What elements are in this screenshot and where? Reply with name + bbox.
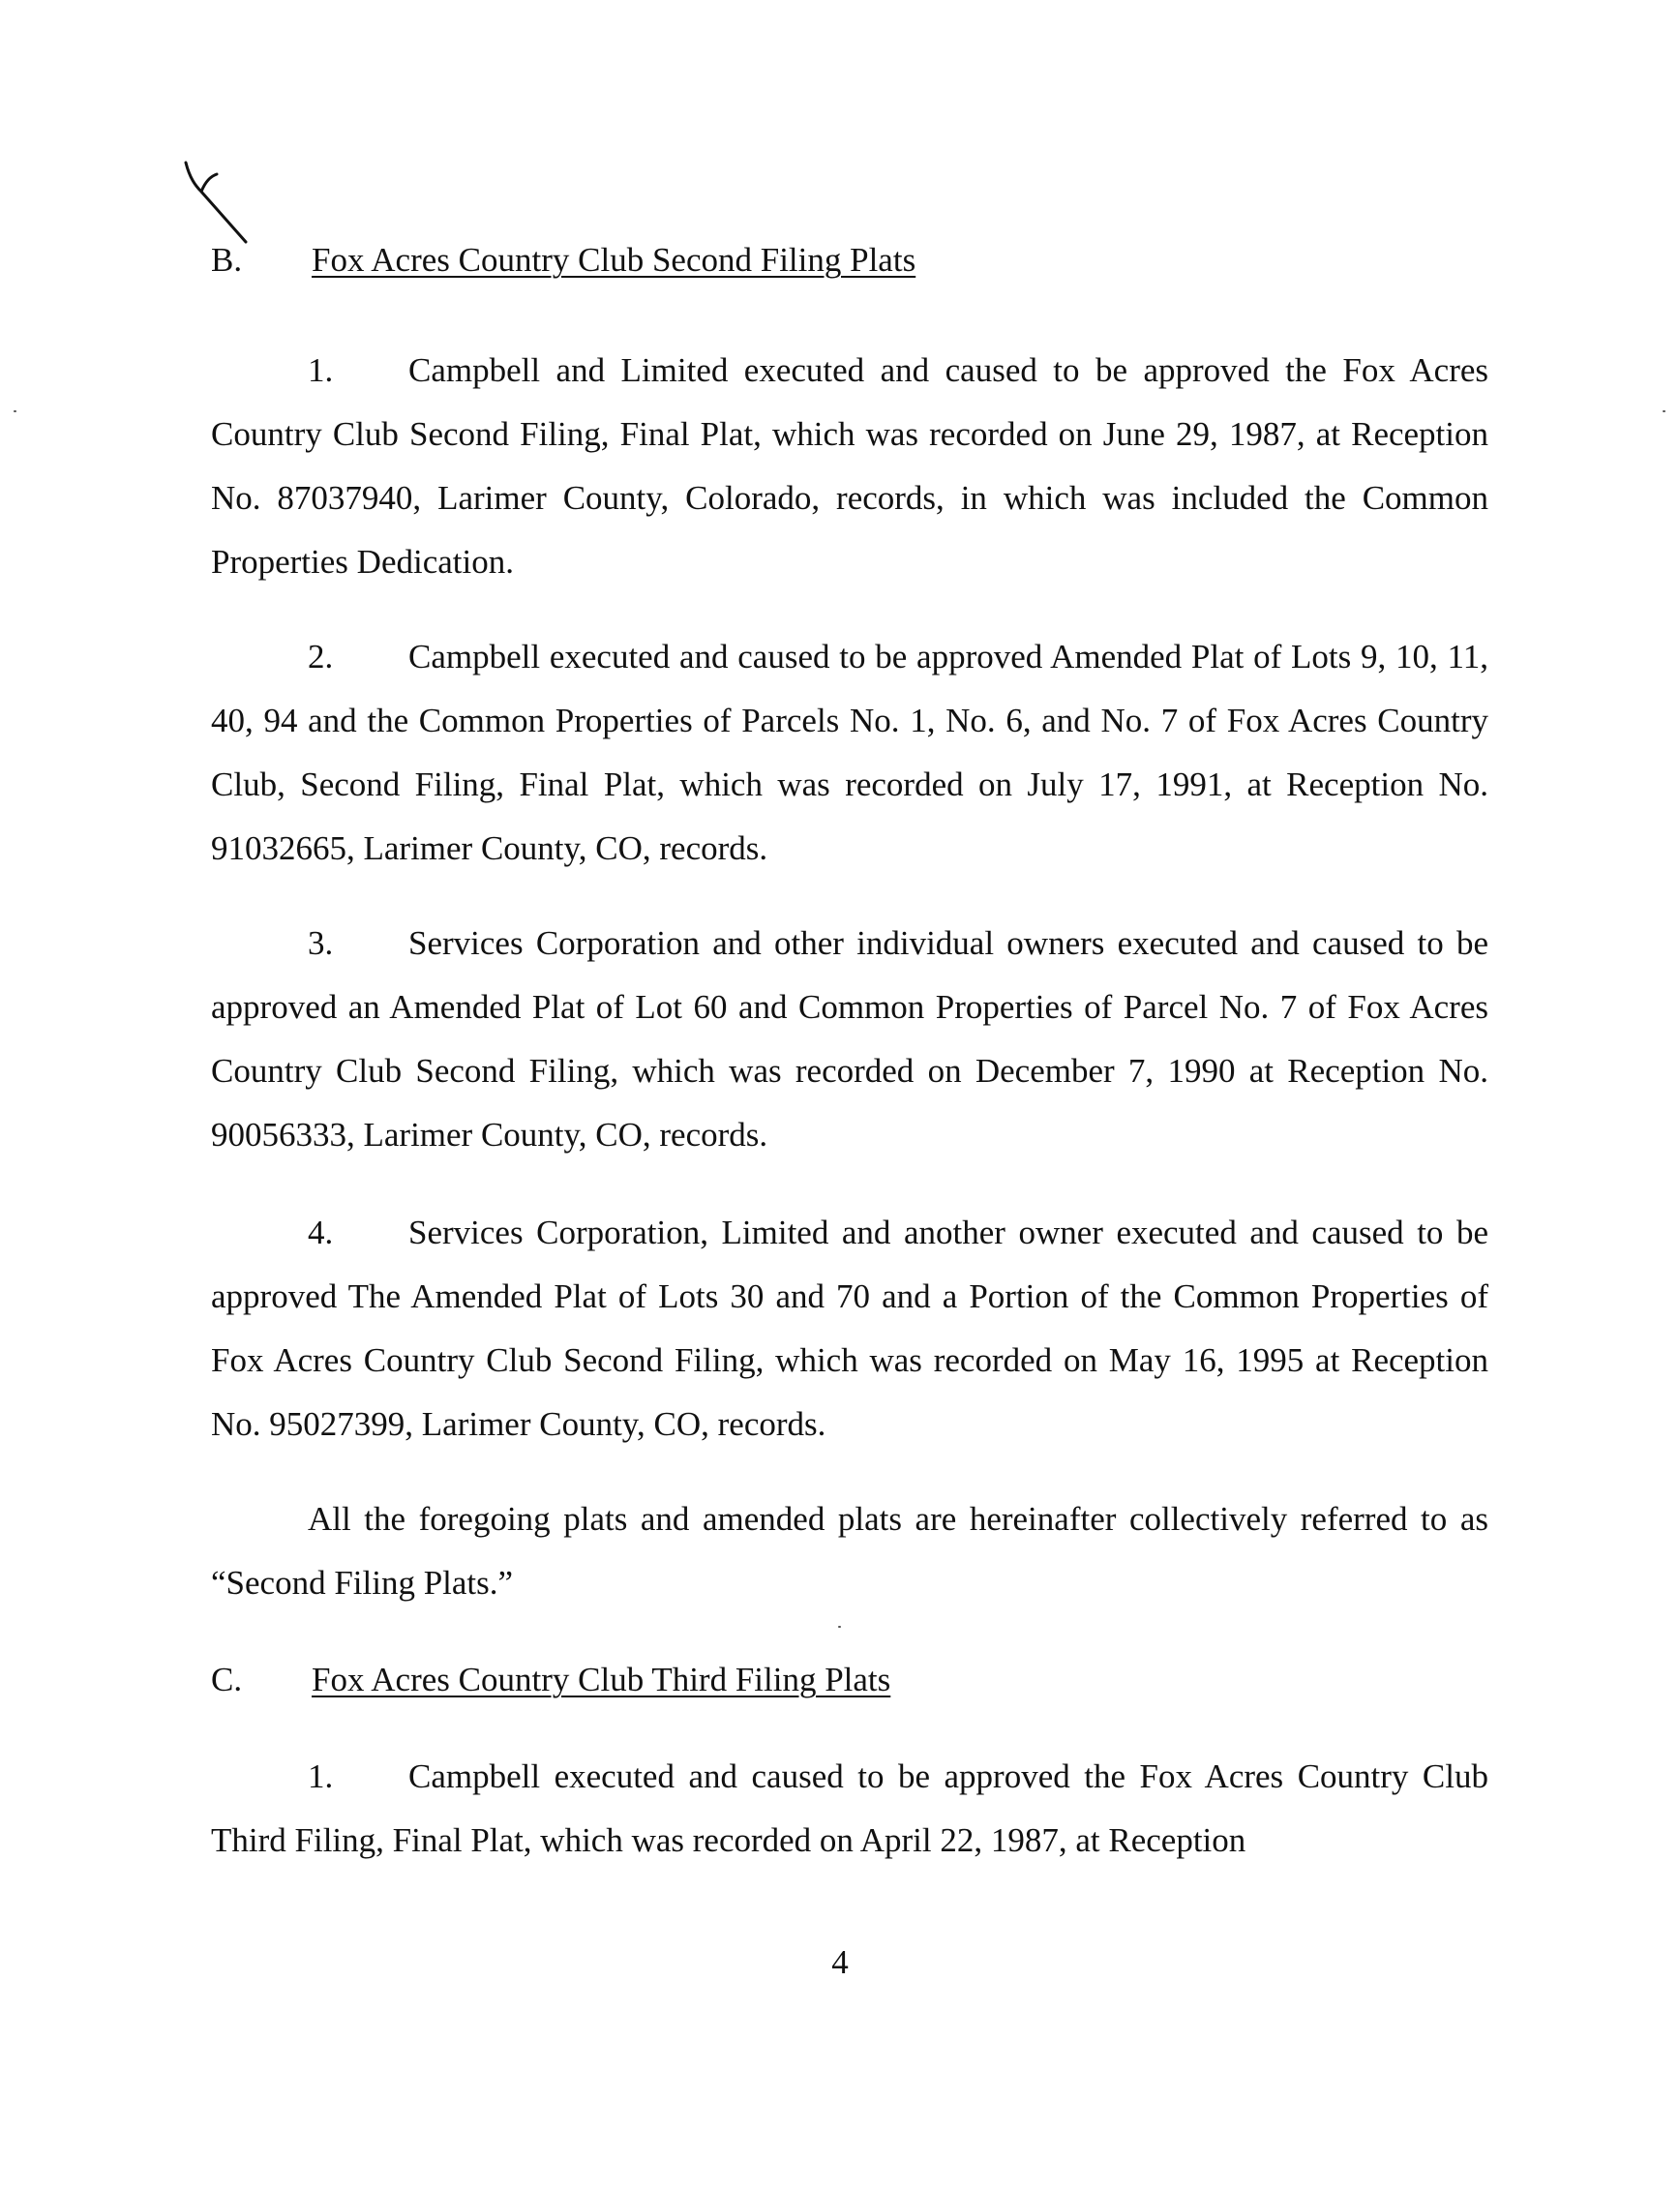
scan-speck xyxy=(838,1626,841,1628)
item-text: Campbell and Limited executed and caused to be approved the Fox Acres Country Club Second Filing, Final Plat, which was recorded on June 29, 1987, at Reception No. 87037940, Larimer County, Colorado, records, in which was included the Common Properties Dedication. xyxy=(211,351,1488,581)
section-b-item-3 xyxy=(211,912,1488,1167)
section-b-item-1 xyxy=(211,339,1488,594)
item-number: 4. xyxy=(308,1214,334,1251)
scan-speck xyxy=(14,410,16,412)
section-b-item-2 xyxy=(211,625,1488,881)
item-number: 1. xyxy=(308,351,334,389)
item-text: Campbell executed and caused to be approved Amended Plat of Lots 9, 10, 11, 40, 94 and the Common Properties of Parcels No. 1, No. 6, and No. 7 of Fox Acres Country Club, Second Filing, Final Plat, which was recorded on July 17, 1991, at Reception No. 91032665, Larimer County, CO, records. xyxy=(211,638,1488,867)
section-c-letter: C. xyxy=(211,1661,243,1698)
item-text: Services Corporation and other individual owners executed and caused to be approved an Amended Plat of Lot 60 and Common Properties of Parcel No. 7 of Fox Acres Country Club Second Filing, which was recorded on December 7, 1990 at Reception No. 90056333, Larimer County, CO, records. xyxy=(211,924,1488,1154)
item-text: Services Corporation, Limited and another owner executed and caused to be approved The Amended Plat of Lots 30 and 70 and a Portion of the Common Properties of Fox Acres Country Club Second Filing, which was recorded on May 16, 1995 at Reception No. 95027399, Larimer County, CO, records. xyxy=(211,1214,1488,1443)
section-c-item-1 xyxy=(211,1745,1488,1873)
section-b-item-4 xyxy=(211,1201,1488,1456)
scan-speck xyxy=(1663,410,1665,412)
page-number: 4 xyxy=(831,1943,849,1981)
item-number: 2. xyxy=(308,638,334,675)
item-text: Campbell executed and caused to be approved the Fox Acres Country Club Third Filing, Final Plat, which was recorded on April 22, 1987, at Reception xyxy=(211,1757,1488,1859)
section-b-letter: B. xyxy=(211,241,243,279)
section-c-title: Fox Acres Country Club Third Filing Plats xyxy=(312,1661,891,1698)
section-b-title: Fox Acres Country Club Second Filing Plats xyxy=(312,241,916,279)
item-number: 1. xyxy=(308,1757,334,1795)
item-number: 3. xyxy=(308,924,334,962)
section-c-heading xyxy=(211,1659,890,1701)
section-b-closing xyxy=(211,1487,1488,1615)
closing-text: All the foregoing plats and amended plats are hereinafter collectively referred to as “Second Filing Plats.” xyxy=(211,1500,1488,1602)
section-b-heading xyxy=(211,239,915,282)
handwritten-mark-icon xyxy=(176,153,263,250)
